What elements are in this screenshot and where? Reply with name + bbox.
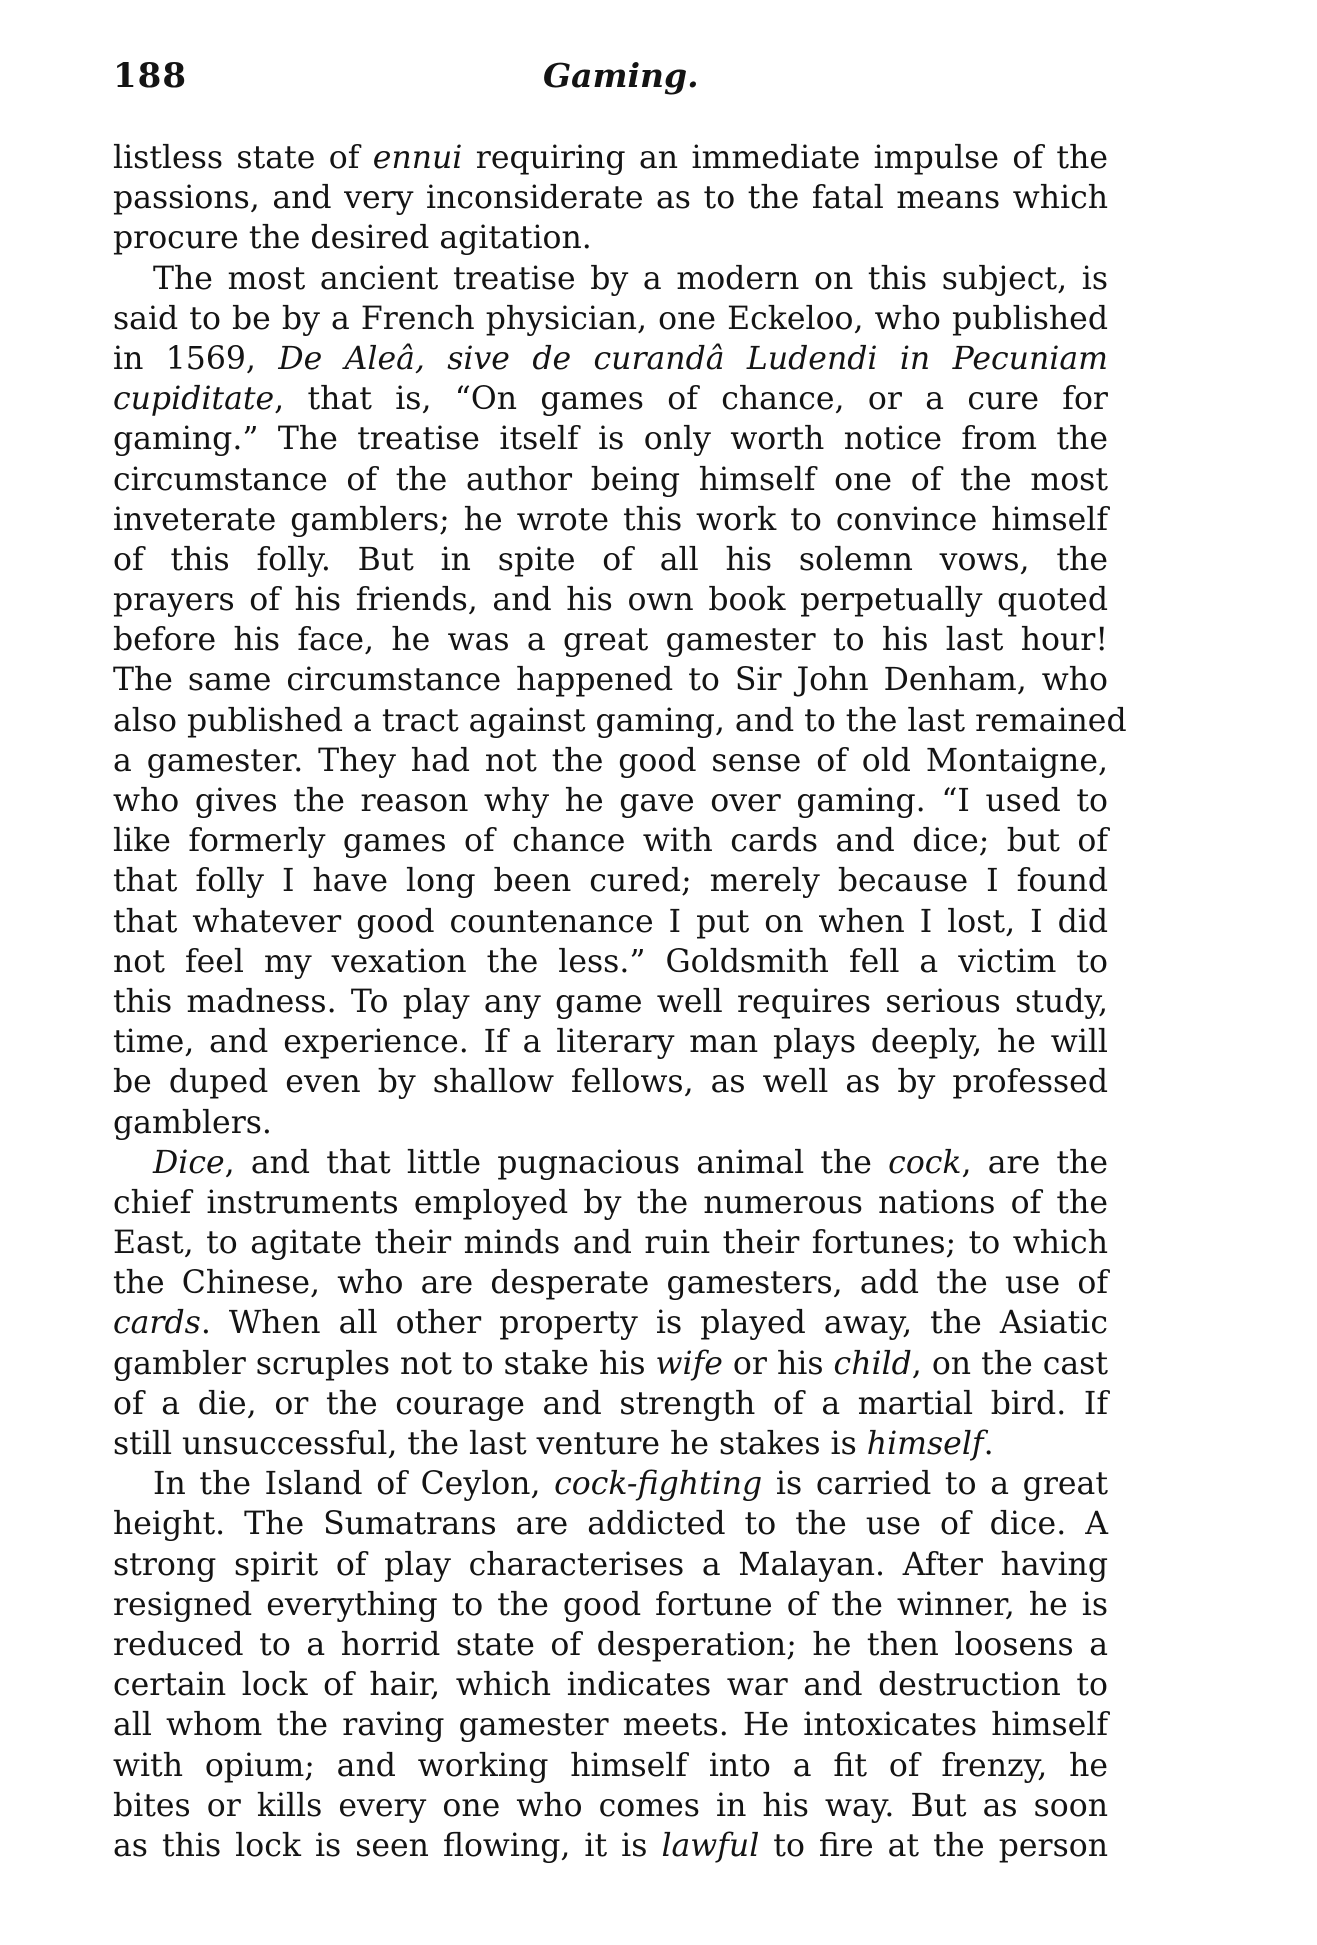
text-line: prayers of his friends, and his own book perpetually quoted: [113, 582, 1108, 619]
text-line: in 1569, De Aleâ, sive de curandâ Ludendi in Pecuniam: [113, 340, 1108, 377]
text-line: reduced to a horrid state of desperation; he then loosens a: [113, 1626, 1108, 1663]
text-line: said to be by a French physician, one Eckeloo, who published: [113, 300, 1108, 337]
text-line: The same circumstance happened to Sir John Denham, who: [113, 662, 1108, 699]
text-line: cards. When all other property is played away, the Asiatic: [113, 1305, 1108, 1342]
text-line: gamblers.: [113, 1104, 272, 1141]
text-line: gaming.” The treatise itself is only worth notice from the: [113, 421, 1108, 458]
text-line: the Chinese, who are desperate gamesters, add the use of: [113, 1265, 1108, 1302]
text-line: that folly I have long been cured; merely because I found: [113, 863, 1108, 900]
text-line: be duped even by shallow fellows, as well as by professed: [113, 1064, 1108, 1101]
text-line: before his face, he was a great gamester to his last hour!: [113, 622, 1108, 659]
text-line: strong spirit of play characterises a Malayan. After having: [113, 1546, 1108, 1583]
page-number: 188: [113, 56, 187, 96]
text-line: In the Island of Ceylon, cock-fighting is carried to a great: [153, 1466, 1108, 1503]
text-line: passions, and very inconsiderate as to the fatal means which: [113, 180, 1108, 217]
text-line: certain lock of hair, which indicates war and destruction to: [113, 1667, 1108, 1704]
text-line: still unsuccessful, the last venture he stakes is himself.: [113, 1426, 994, 1462]
text-line: a gamester. They had not the good sense of old Montaigne,: [113, 742, 1108, 779]
text-line: cupiditate, that is, “On games of chance, or a cure for: [113, 381, 1108, 418]
page-header: [113, 56, 1103, 106]
text-line: like formerly games of chance with cards and dice; but of: [113, 823, 1108, 860]
text-line: East, to agitate their minds and ruin their fortunes; to which: [113, 1225, 1108, 1262]
text-line: of this folly. But in spite of all his solemn vows, the: [113, 541, 1108, 578]
text-line: this madness. To play any game well requires serious study,: [113, 983, 1108, 1020]
text-line: The most ancient treatise by a modern on this subject, is: [153, 260, 1108, 297]
text-line: of a die, or the courage and strength of a martial bird. If: [113, 1385, 1108, 1422]
text-line: bites or kills every one who comes in his way. But as soon: [113, 1787, 1108, 1824]
text-line: height. The Sumatrans are addicted to the use of dice. A: [113, 1506, 1108, 1543]
text-line: circumstance of the author being himself one of the most: [113, 461, 1108, 498]
text-line: with opium; and working himself into a fit of frenzy, he: [113, 1747, 1108, 1784]
text-line: gambler scruples not to stake his wife or his child, on the cast: [113, 1345, 1108, 1382]
text-line: time, and experience. If a literary man plays deeply, he will: [113, 1024, 1108, 1061]
body-text: [113, 138, 1127, 1866]
text-line: Dice, and that little pugnacious animal the cock, are the: [153, 1144, 1109, 1181]
text-line: as this lock is seen flowing, it is lawful to fire at the person: [113, 1827, 1108, 1864]
text-line: also published a tract against gaming, and to the last remained: [113, 702, 1127, 739]
text-line: who gives the reason why he gave over gaming. “I used to: [113, 783, 1108, 819]
text-line: listless state of ennui requiring an immediate impulse of the: [113, 140, 1108, 176]
text-line: all whom the raving gamester meets. He intoxicates himself: [113, 1707, 1108, 1744]
text-line: resigned everything to the good fortune of the winner, he is: [113, 1586, 1108, 1623]
text-line: procure the desired agitation.: [113, 220, 592, 257]
text-line: chief instruments employed by the numerous nations of the: [113, 1184, 1108, 1221]
text-line: that whatever good countenance I put on when I lost, I did: [113, 903, 1108, 940]
text-line: not feel my vexation the less.” Goldsmith fell a victim to: [113, 943, 1108, 980]
text-line: inveterate gamblers; he wrote this work to convince himself: [113, 501, 1108, 538]
running-title: Gaming.: [543, 56, 699, 95]
